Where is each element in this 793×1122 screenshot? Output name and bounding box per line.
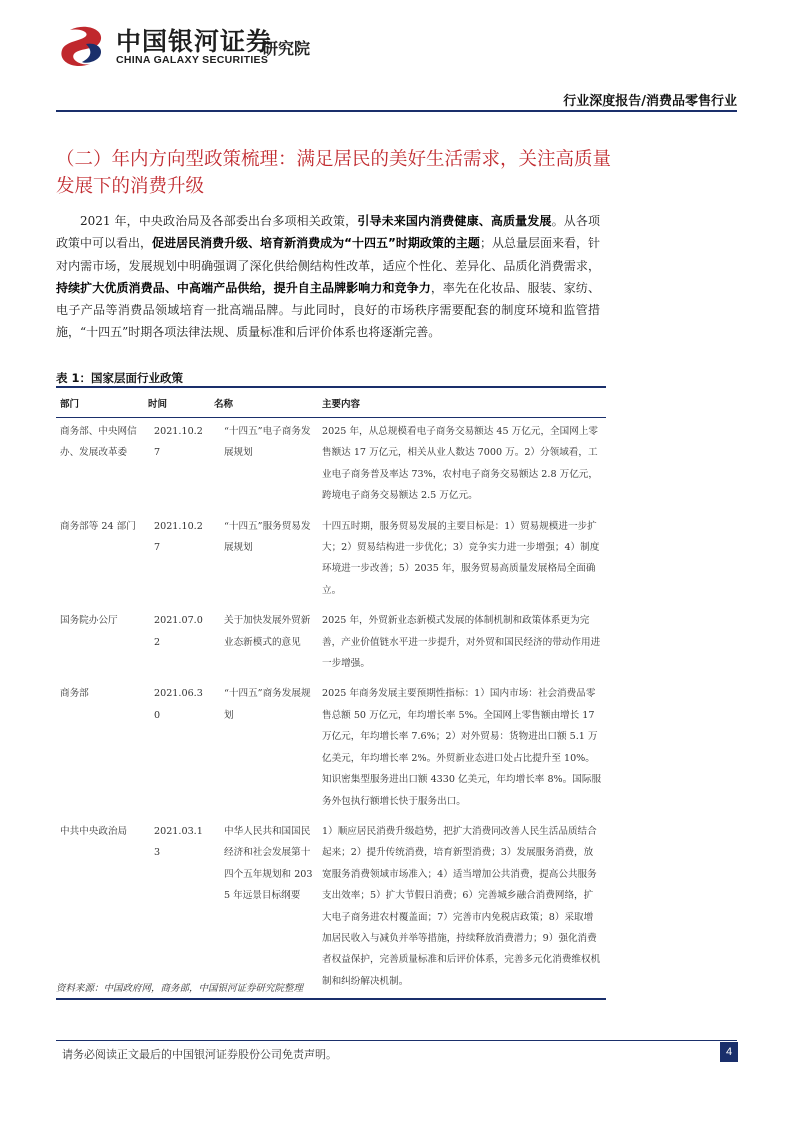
cell-content: 2025 年商务发展主要预期性指标：1）国内市场：社会消费品零售总额 50 万亿元，年均增长率 5%。全国网上零售额由增长 17 万亿元，年均增长率 7.6%；2）对外贸易：货物进出口额 5.1 万亿美元，年均增长率 2%。外贸新业态进口处占比提升至 10%。知识密集型服务进出口额 4330 亿美元，年均增长率 8%。国际服务外包执行额增长快于服务出口。 — [322, 688, 602, 807]
cell-dept: 商务部、中央网信办、发展改革委 — [60, 426, 137, 459]
page-number: 4 — [720, 1042, 738, 1062]
table-row — [56, 680, 606, 817]
cell-name: 中华人民共和国国民经济和社会发展第十四个五年规划和 2035 年远景目标纲要 — [224, 825, 313, 902]
cell-name: 关于加快发展外贸新业态新模式的意见 — [224, 615, 311, 648]
cell-date: 2021.10.27 — [154, 520, 203, 554]
cell-date: 2021.10.27 — [154, 426, 203, 459]
report-category: 行业深度报告/消费品零售行业 — [563, 94, 737, 109]
body-bold-1: 引导未来国内消费健康、高质量发展 — [357, 214, 552, 228]
table-row — [56, 418, 606, 513]
header-date: 时间 — [148, 399, 168, 410]
cell-name: “十四五”服务贸易发展规划 — [224, 520, 311, 554]
logo-english-name: CHINA GALAXY SECURITIES — [116, 54, 269, 66]
logo-chinese-name: 中国银河证券 — [116, 27, 273, 56]
cell-content: 十四五时期，服务贸易发展的主要目标是：1）贸易规模进一步扩大；2）贸易结构进一步优化；3）竞争实力进一步增强；4）制度环境进一步改善；5）2035 年，服务贸易高质量发展格局全面确立。 — [322, 520, 600, 596]
galaxy-logo-icon — [56, 24, 106, 68]
disclaimer-text: 请务必阅读正文最后的中国银河证券股份公司免责声明。 — [62, 1048, 337, 1061]
body-bold-3: 持续扩大优质消费品、中高端产品供给，提升自主品牌影响力和竞争力 — [56, 280, 431, 295]
body-text-2: 。从各项政策中可以看出， — [56, 214, 600, 251]
table-source: 资料来源：中国政府网，商务部，中国银河证券研究院整理 — [56, 983, 304, 994]
cell-dept: 中共中央政治局 — [60, 825, 128, 837]
header-dept: 部门 — [60, 399, 80, 410]
cell-date: 2021.06.30 — [154, 688, 203, 721]
cell-content: 2025 年，外贸新业态新模式发展的体制机制和政策体系更为完善，产业价值链水平进一步提升，对外贸和国民经济的带动作用进一步增强。 — [322, 615, 601, 670]
cell-content: 1）顺应居民消费升级趋势，把扩大消费同改善人民生活品质结合起来；2）提升传统消费，培育新型消费；3）发展服务消费，放宽服务消费领域市场准入；4）适当增加公共消费，提高公共服务支出效率；5）扩大节假日消费；6）完善城乡融合消费网络，扩大电子商务进农村覆盖面；7）完善市内免税店政策；8）采取增加居民收入与减负并举等措施，持续释放消费潜力；9）强化消费者权益保护，完善质量标准和后评价体系，完善多元化消费维权机制和纠纷解决机制。 — [322, 825, 601, 987]
cell-name: “十四五”商务发展规划 — [224, 688, 311, 721]
footer-divider — [56, 1040, 737, 1041]
body-paragraph — [56, 210, 600, 344]
cell-dept: 商务部 — [60, 688, 89, 700]
header-divider — [56, 110, 737, 112]
table-row — [56, 818, 606, 999]
institute-label: 研究院 — [262, 39, 311, 58]
body-text-4: ，率先在化妆品、服装、家纺、电子产品等消费品领域培育一批高端品牌。与此同时，良好的市场秩序需要配套的制度环境和监管措施，“十四五”时期各项法律法规、质量标准和后评价体系也将逐渐完善。 — [56, 280, 600, 340]
section-title: （二）年内方向型政策梳理：满足居民的美好生活需求，关注高质量发展下的消费升级 — [56, 149, 612, 197]
header-content: 主要内容 — [322, 399, 361, 410]
table-row — [56, 607, 606, 680]
table-caption: 表 1：国家层面行业政策 — [56, 371, 184, 385]
table-header-row — [56, 387, 606, 418]
cell-dept: 国务院办公厅 — [60, 615, 118, 627]
cell-name: “十四五”电子商务发展规划 — [224, 426, 311, 459]
policy-table — [56, 386, 606, 1000]
body-text-1: 2021 年，中央政治局及各部委出台多项相关政策， — [80, 214, 358, 228]
cell-dept: 商务部等 24 部门 — [60, 520, 136, 532]
cell-content: 2025 年，从总规模看电子商务交易额达 45 万亿元，全国网上零售额达 17 万亿元，相关从业人数达 7000 万。2）分领域看，工业电子商务普及率达 73%，农村电子商务交易额达 2.8 万亿元，跨境电子商务交易额达 2.5 万亿元。 — [322, 426, 599, 502]
cell-date: 2021.03.13 — [154, 825, 203, 859]
body-text-3: ；从总量层面来看，针对内需市场，发展规划中明确强调了深化供给侧结构性改革，适应个性化、差异化、品质化消费需求， — [56, 236, 600, 273]
table-row — [56, 513, 606, 608]
cell-date: 2021.07.02 — [154, 615, 203, 648]
header-name: 名称 — [214, 399, 234, 410]
body-bold-2: 促进居民消费升级、培育新消费成为“十四五”时期政策的主题 — [152, 236, 480, 251]
